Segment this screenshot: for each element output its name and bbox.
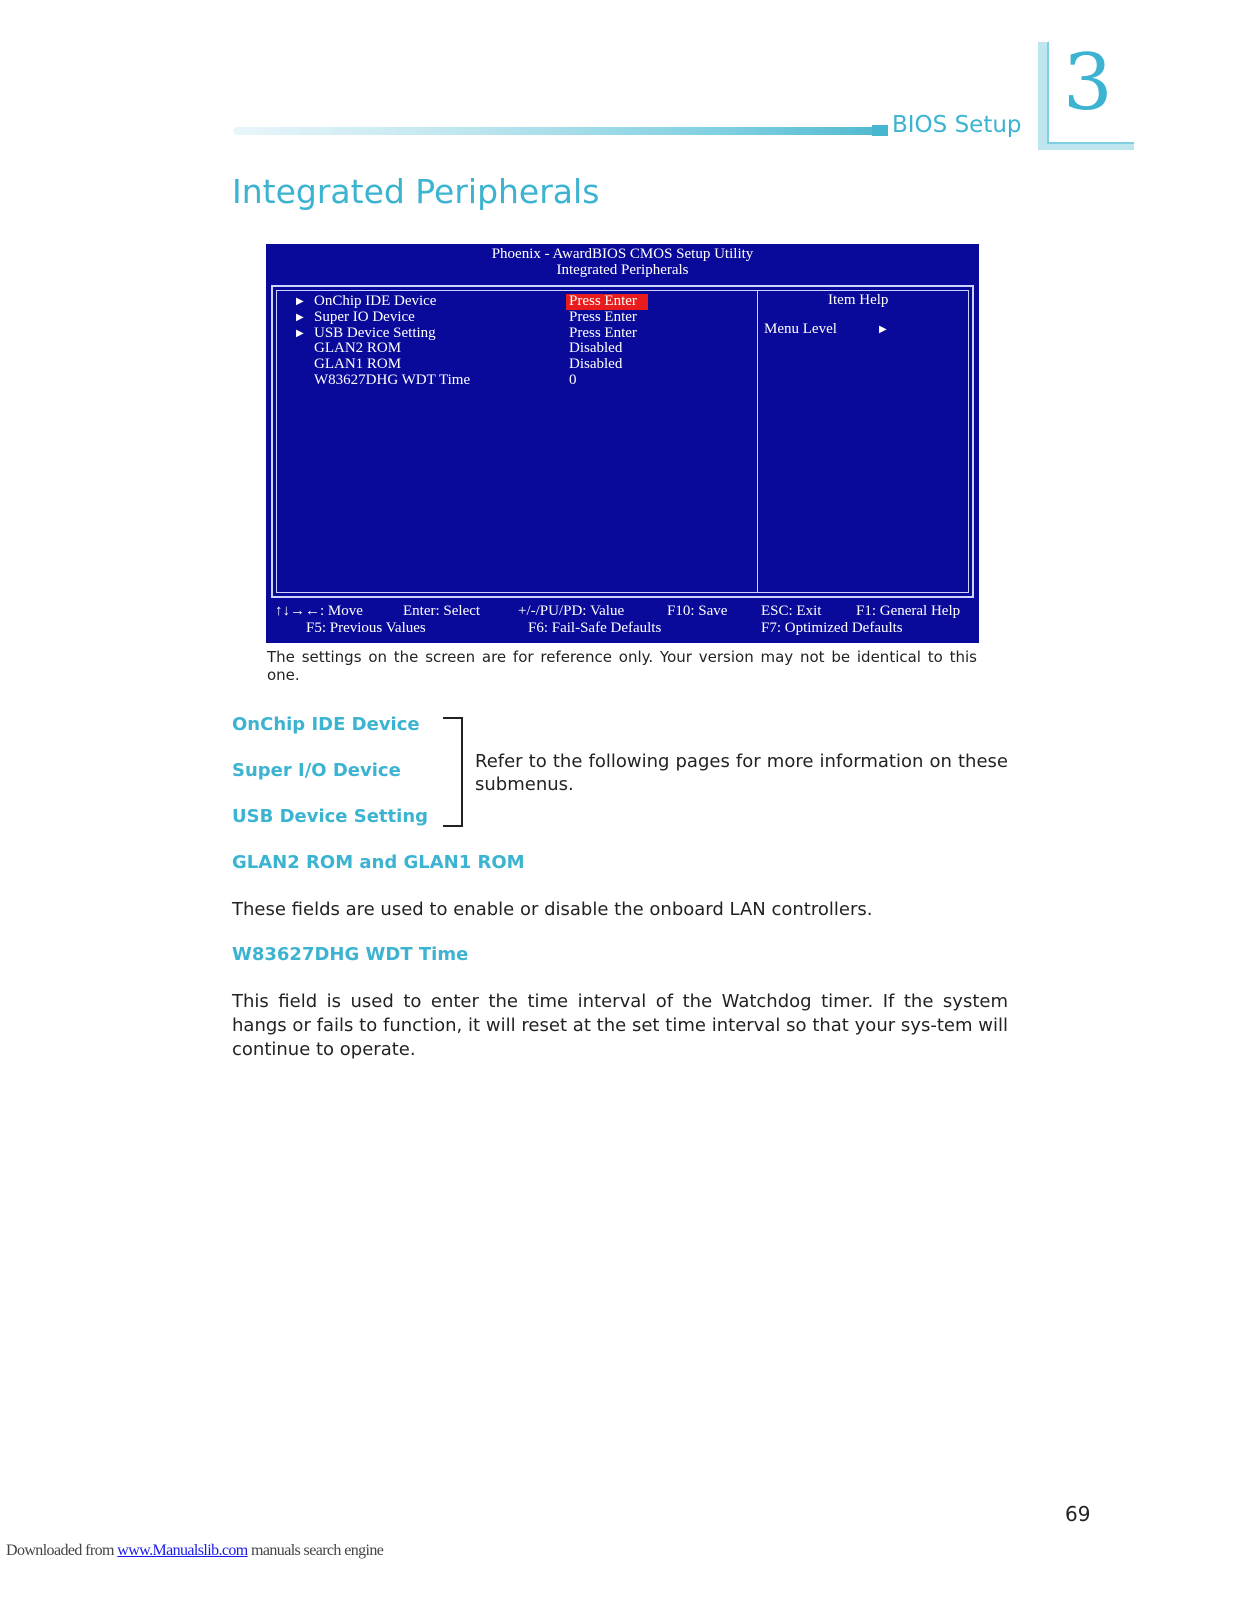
download-suffix: manuals search engine bbox=[247, 1542, 384, 1559]
footer-help: F1: General Help bbox=[856, 603, 961, 619]
footer-previous: F5: Previous Values bbox=[306, 620, 426, 636]
section-title: BIOS Setup bbox=[892, 112, 1022, 138]
submenu-bracket bbox=[443, 717, 463, 827]
footer-value: +/-/PU/PD: Value bbox=[518, 603, 625, 619]
footer-select: Enter: Select bbox=[403, 603, 481, 619]
submenu-note: Refer to the following pages for more information on these submenus. bbox=[475, 751, 1008, 795]
download-footer bbox=[6, 1542, 383, 1560]
bios-value-onchip-ide[interactable]: Press Enter bbox=[566, 294, 648, 310]
footer-save: F10: Save bbox=[667, 603, 728, 619]
footer-exit: ESC: Exit bbox=[761, 603, 822, 619]
page-number: 69 bbox=[1065, 1502, 1091, 1526]
submenu-arrow-icon: ▶ bbox=[296, 296, 304, 307]
chapter-number: 3 bbox=[1063, 38, 1113, 128]
bios-title: Phoenix - AwardBIOS CMOS Setup Utility bbox=[491, 246, 754, 262]
manualslib-link[interactable]: www.Manualslib.com bbox=[117, 1542, 248, 1559]
glan-description: These fields are used to enable or disable the onboard LAN controllers. bbox=[232, 899, 873, 920]
bios-value-list bbox=[567, 294, 648, 389]
footer-failsafe: F6: Fail-Safe Defaults bbox=[528, 620, 662, 636]
footer-move: ↑↓→←: Move bbox=[275, 603, 363, 619]
bios-value-super-io[interactable]: Press Enter bbox=[569, 308, 637, 325]
heading-usb-setting: USB Device Setting bbox=[232, 806, 429, 827]
item-help-title: Item Help bbox=[828, 292, 889, 308]
menu-level-label: Menu Level bbox=[764, 321, 837, 337]
bios-screen: Phoenix - AwardBIOS CMOS Setup Utility Integrated Peripherals ▶ OnChip IDE Device ▶ Super IO Device ▶ USB Device Setting GLAN2 ROM GLAN1 ROM W83627DHG WDT Time Press Enter Press Enter Press Enter Disabled Disabled 0 Item Help Menu Level ▶ ↑↓→←: Move Enter: Select +/-/PU/PD: Value F10: Save ESC: Exit F1: General Help F5: Previous Values F6: Fail-Safe Defaults F7: Optimized Defaults bbox=[266, 244, 979, 643]
menu-level-arrow-icon: ▶ bbox=[879, 324, 887, 335]
heading-wdt-time: W83627DHG WDT Time bbox=[232, 944, 469, 965]
bios-value-usb-setting[interactable]: Press Enter bbox=[569, 324, 637, 341]
wdt-description: This field is used to enter the time interval of the Watchdog timer. If the system hangs or fails to function, it will reset at the set time interval so that your sys-tem will continue to operate. bbox=[232, 991, 1008, 1060]
bios-subtitle: Integrated Peripherals bbox=[556, 262, 689, 278]
submenu-arrow-icon: ▶ bbox=[296, 327, 304, 339]
bios-value-glan2-rom[interactable]: Disabled bbox=[569, 340, 623, 357]
header-rule bbox=[233, 127, 888, 135]
screenshot-caption: The settings on the screen are for reference only. Your version may not be identical to this one. bbox=[267, 648, 977, 684]
bios-header bbox=[266, 246, 979, 278]
download-prefix: Downloaded from bbox=[6, 1542, 118, 1559]
bios-value-wdt-time[interactable]: 0 bbox=[569, 371, 577, 388]
footer-optimized: F7: Optimized Defaults bbox=[761, 620, 903, 636]
bios-value-glan1-rom[interactable]: Disabled bbox=[569, 356, 623, 373]
heading-super-io: Super I/O Device bbox=[232, 760, 401, 781]
submenu-arrow-icon: ▶ bbox=[296, 311, 304, 323]
heading-onchip-ide: OnChip IDE Device bbox=[232, 714, 420, 735]
heading-glan-rom: GLAN2 ROM and GLAN1 ROM bbox=[232, 852, 525, 873]
header-rule-end bbox=[872, 125, 888, 136]
bios-help-divider bbox=[757, 291, 758, 592]
page-title: Integrated Peripherals bbox=[232, 172, 600, 211]
